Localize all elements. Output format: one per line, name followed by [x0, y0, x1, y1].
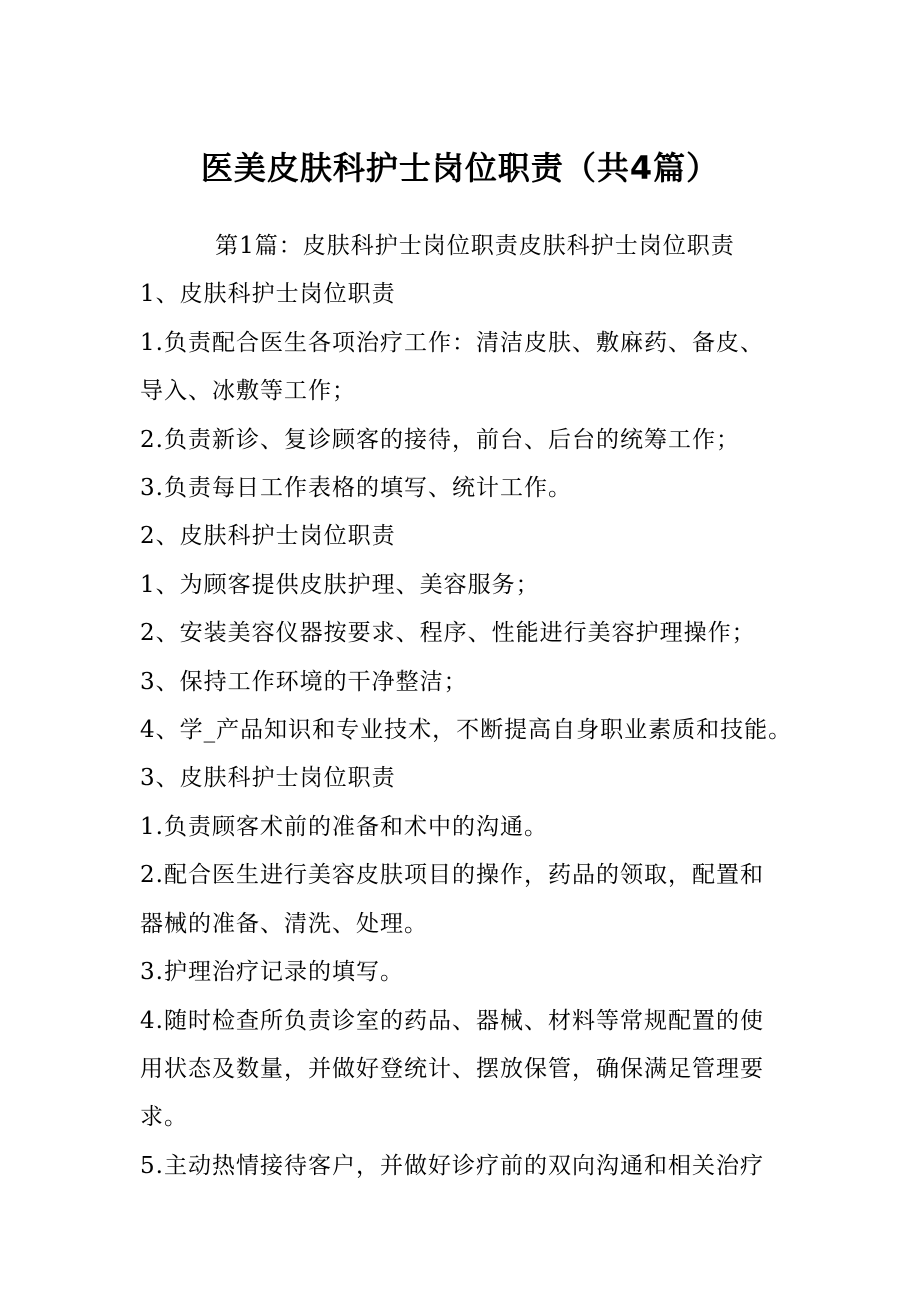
- text-line: 求。: [140, 1104, 188, 1131]
- text-line: 3.护理治疗记录的填写。: [140, 959, 404, 986]
- text-line: 2、皮肤科护士岗位职责: [140, 523, 396, 550]
- text-line: 1、为顾客提供皮肤护理、美容服务；: [140, 571, 540, 598]
- document-title: 医美皮肤科护士岗位职责（共4篇）: [200, 149, 720, 187]
- text-line: 2.负责新诊、复诊顾客的接待，前台、后台的统筹工作；: [140, 426, 740, 453]
- text-line: 用状态及数量，并做好登统计、摆放保管，确保满足管理要: [140, 1055, 764, 1082]
- document-body: [140, 222, 793, 1190]
- text-line: 1.负责顾客术前的准备和术中的沟通。: [140, 813, 548, 840]
- text-line: 导入、冰敷等工作；: [140, 378, 356, 405]
- text-line: 4.随时检查所负责诊室的药品、器械、材料等常规配置的使: [140, 1007, 764, 1034]
- text-line: 2、安装美容仪器按要求、程序、性能进行美容护理操作；: [140, 620, 756, 647]
- text-line: 1、皮肤科护士岗位职责: [140, 281, 396, 308]
- text-line: 1.负责配合医生各项治疗工作：清洁皮肤、敷麻药、备皮、: [140, 329, 764, 356]
- text-line: 2.配合医生进行美容皮肤项目的操作，药品的领取，配置和: [140, 862, 764, 889]
- text-line: 3.负责每日工作表格的填写、统计工作。: [140, 475, 572, 502]
- section-subheading: 第1篇：皮肤科护士岗位职责皮肤科护士岗位职责: [215, 233, 735, 259]
- text-line: 3、保持工作环境的干净整洁；: [140, 668, 468, 695]
- text-line: 4、学_产品知识和专业技术，不断提高自身职业素质和技能。: [140, 717, 793, 744]
- text-line: 5.主动热情接待客户，并做好诊疗前的双向沟通和相关治疗: [140, 1152, 764, 1179]
- text-line: 器械的准备、清洗、处理。: [140, 910, 428, 937]
- text-line: 3、皮肤科护士岗位职责: [140, 765, 396, 792]
